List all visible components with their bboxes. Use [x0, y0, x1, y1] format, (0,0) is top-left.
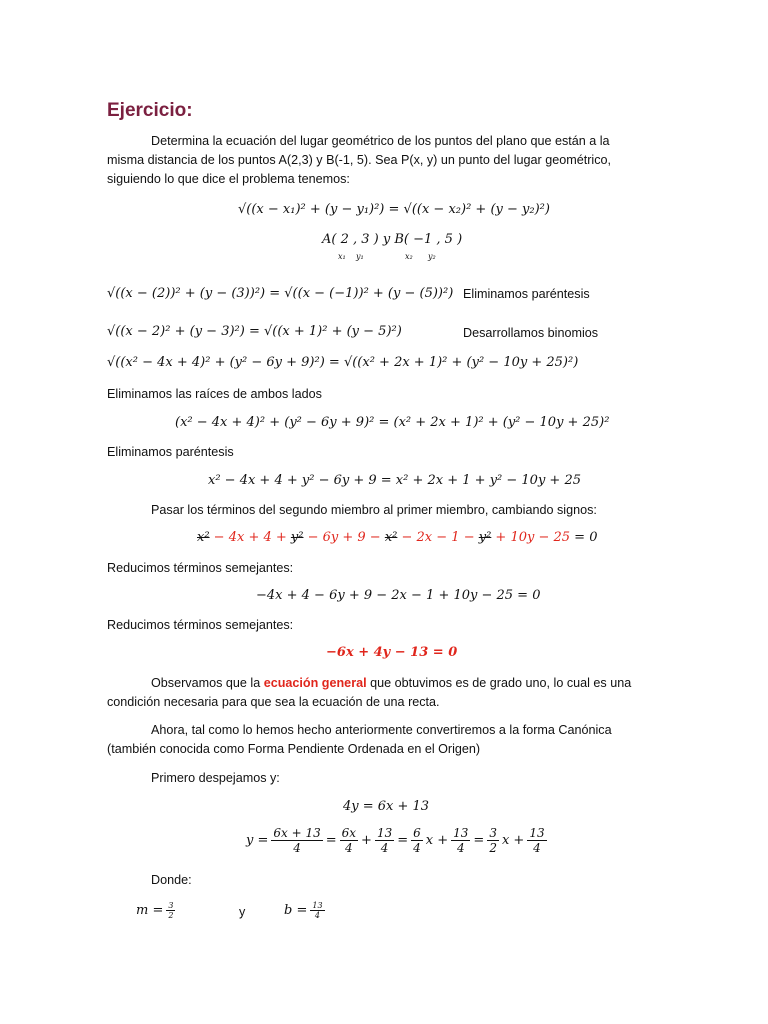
- note-eliminamos-parentesis: Eliminamos paréntesis: [463, 287, 590, 301]
- simplified-equation: √((x − 2)² + (y − 3)²) = √((x + 1)² + (y − 5)²): [107, 324, 402, 339]
- cancelled-y2-b: y²: [478, 530, 492, 545]
- sub-x2: x₂: [405, 252, 413, 261]
- fraction-1: $\frac{6x + 13}{4}$: [273, 826, 321, 855]
- distance-equation: √((x − x₁)² + (y − y₁)²) = √((x − x₂)² + (y − y₂)²): [238, 202, 550, 217]
- general-equation: −6x + 4y − 13 = 0: [326, 645, 458, 660]
- fraction-6: $\frac{3}{2}$: [489, 826, 497, 855]
- step-pasar-terminos: Pasar los términos del segundo miembro al primer miembro, cambiando signos:: [151, 503, 597, 517]
- observation-highlight: ecuación general: [263, 676, 367, 690]
- ahora-line-1: Ahora, tal como lo hemos hecho anteriormente convertiremos a la forma Canónica: [151, 723, 612, 737]
- y-lhs: y =: [246, 833, 269, 848]
- slope-m: [136, 901, 175, 920]
- b-lhs: b =: [284, 903, 308, 918]
- moved-term-f: − 2x − 1 −: [397, 530, 479, 545]
- moved-equation: [197, 530, 597, 545]
- observation-post: que obtuvimos es de grado uno, lo cual es una: [366, 676, 632, 690]
- note-desarrollamos-binomios: Desarrollamos binomios: [463, 326, 599, 340]
- exercise-title: Ejercicio:: [107, 100, 193, 121]
- fraction-4: $\frac{6}{4}$: [413, 826, 421, 855]
- ahora-line-2: (también conocida como Forma Pendiente Ordenada en el Origen): [107, 742, 481, 756]
- cancelled-x2-a: x²: [197, 530, 210, 545]
- fraction-7: $\frac{13}{4}$: [529, 826, 545, 855]
- sub-y1: y₁: [356, 252, 364, 261]
- m-fraction: $\frac{3}{2}$: [168, 901, 174, 920]
- reduce-equation: −4x + 4 − 6y + 9 − 2x − 1 + 10y − 25 = 0: [256, 588, 541, 603]
- sub-x1: x₁: [338, 252, 346, 261]
- observation-line-1: [151, 674, 631, 693]
- fraction-3: $\frac{13}{4}$: [376, 826, 393, 855]
- moved-term-d: − 6y + 9 −: [303, 530, 385, 545]
- expanded-equation: √((x² − 4x + 4)² + (y² − 6y + 9)²) = √((x² + 2x + 1)² + (y² − 10y + 25)²): [107, 355, 579, 370]
- x-plus-2: x +: [501, 833, 525, 848]
- fraction-5: $\frac{13}{4}$: [453, 826, 469, 855]
- step-reducimos-2: Reducimos términos semejantes:: [107, 618, 294, 632]
- observation-line-2: condición necesaria para que sea la ecuación de una recta.: [107, 695, 440, 709]
- equation-4y: 4y = 6x + 13: [343, 799, 430, 814]
- points-line: A( 2 , 3 ) y B( −1 , 5 ): [322, 232, 463, 247]
- b-fraction: $\frac{13}{4}$: [312, 901, 323, 920]
- equals-2: =: [397, 833, 409, 848]
- cancelled-x2-b: x²: [384, 530, 398, 545]
- intercept-b: [284, 901, 325, 920]
- substituted-equation: √((x − (2))² + (y − (3))²) = √((x − (−1))² + (y − (5))²): [107, 286, 454, 301]
- moved-equals-zero: = 0: [570, 530, 598, 545]
- primero-despejamos: Primero despejamos y:: [151, 771, 280, 785]
- equals-1: =: [325, 833, 337, 848]
- step-eliminamos-raices: Eliminamos las raíces de ambos lados: [107, 387, 322, 401]
- step-reducimos-1: Reducimos términos semejantes:: [107, 561, 294, 575]
- equation-no-roots: (x² − 4x + 4)² + (y² − 6y + 9)² = (x² + 2x + 1)² + (y² − 10y + 25)²: [175, 415, 610, 430]
- moved-term-b: − 4x + 4 +: [209, 530, 291, 545]
- donde-label: Donde:: [151, 873, 192, 887]
- intro-line-1: Determina la ecuación del lugar geométrico de los puntos del plano que están a la: [151, 134, 610, 148]
- fraction-2: $\frac{6x}{4}$: [341, 826, 357, 855]
- sub-y2: y₂: [428, 252, 436, 261]
- x-plus-1: x +: [425, 833, 449, 848]
- plus-1: +: [361, 833, 372, 848]
- observation-pre: Observamos que la: [151, 676, 264, 690]
- solved-y-equation: [246, 826, 547, 855]
- flat-equation: x² − 4x + 4 + y² − 6y + 9 = x² + 2x + 1 + y² − 10y + 25: [208, 473, 581, 488]
- y-conjunction: y: [239, 905, 246, 919]
- equals-3: =: [473, 833, 485, 848]
- intro-line-3: siguiendo lo que dice el problema tenemos:: [107, 172, 350, 186]
- intro-line-2: misma distancia de los puntos A(2,3) y B(-1, 5). Sea P(x, y) un punto del lugar geométrico,: [107, 153, 611, 167]
- moved-term-h: + 10y − 25: [491, 530, 571, 545]
- cancelled-y2-a: y²: [290, 530, 304, 545]
- m-lhs: m =: [136, 903, 164, 918]
- step-eliminamos-parentesis: Eliminamos paréntesis: [107, 445, 234, 459]
